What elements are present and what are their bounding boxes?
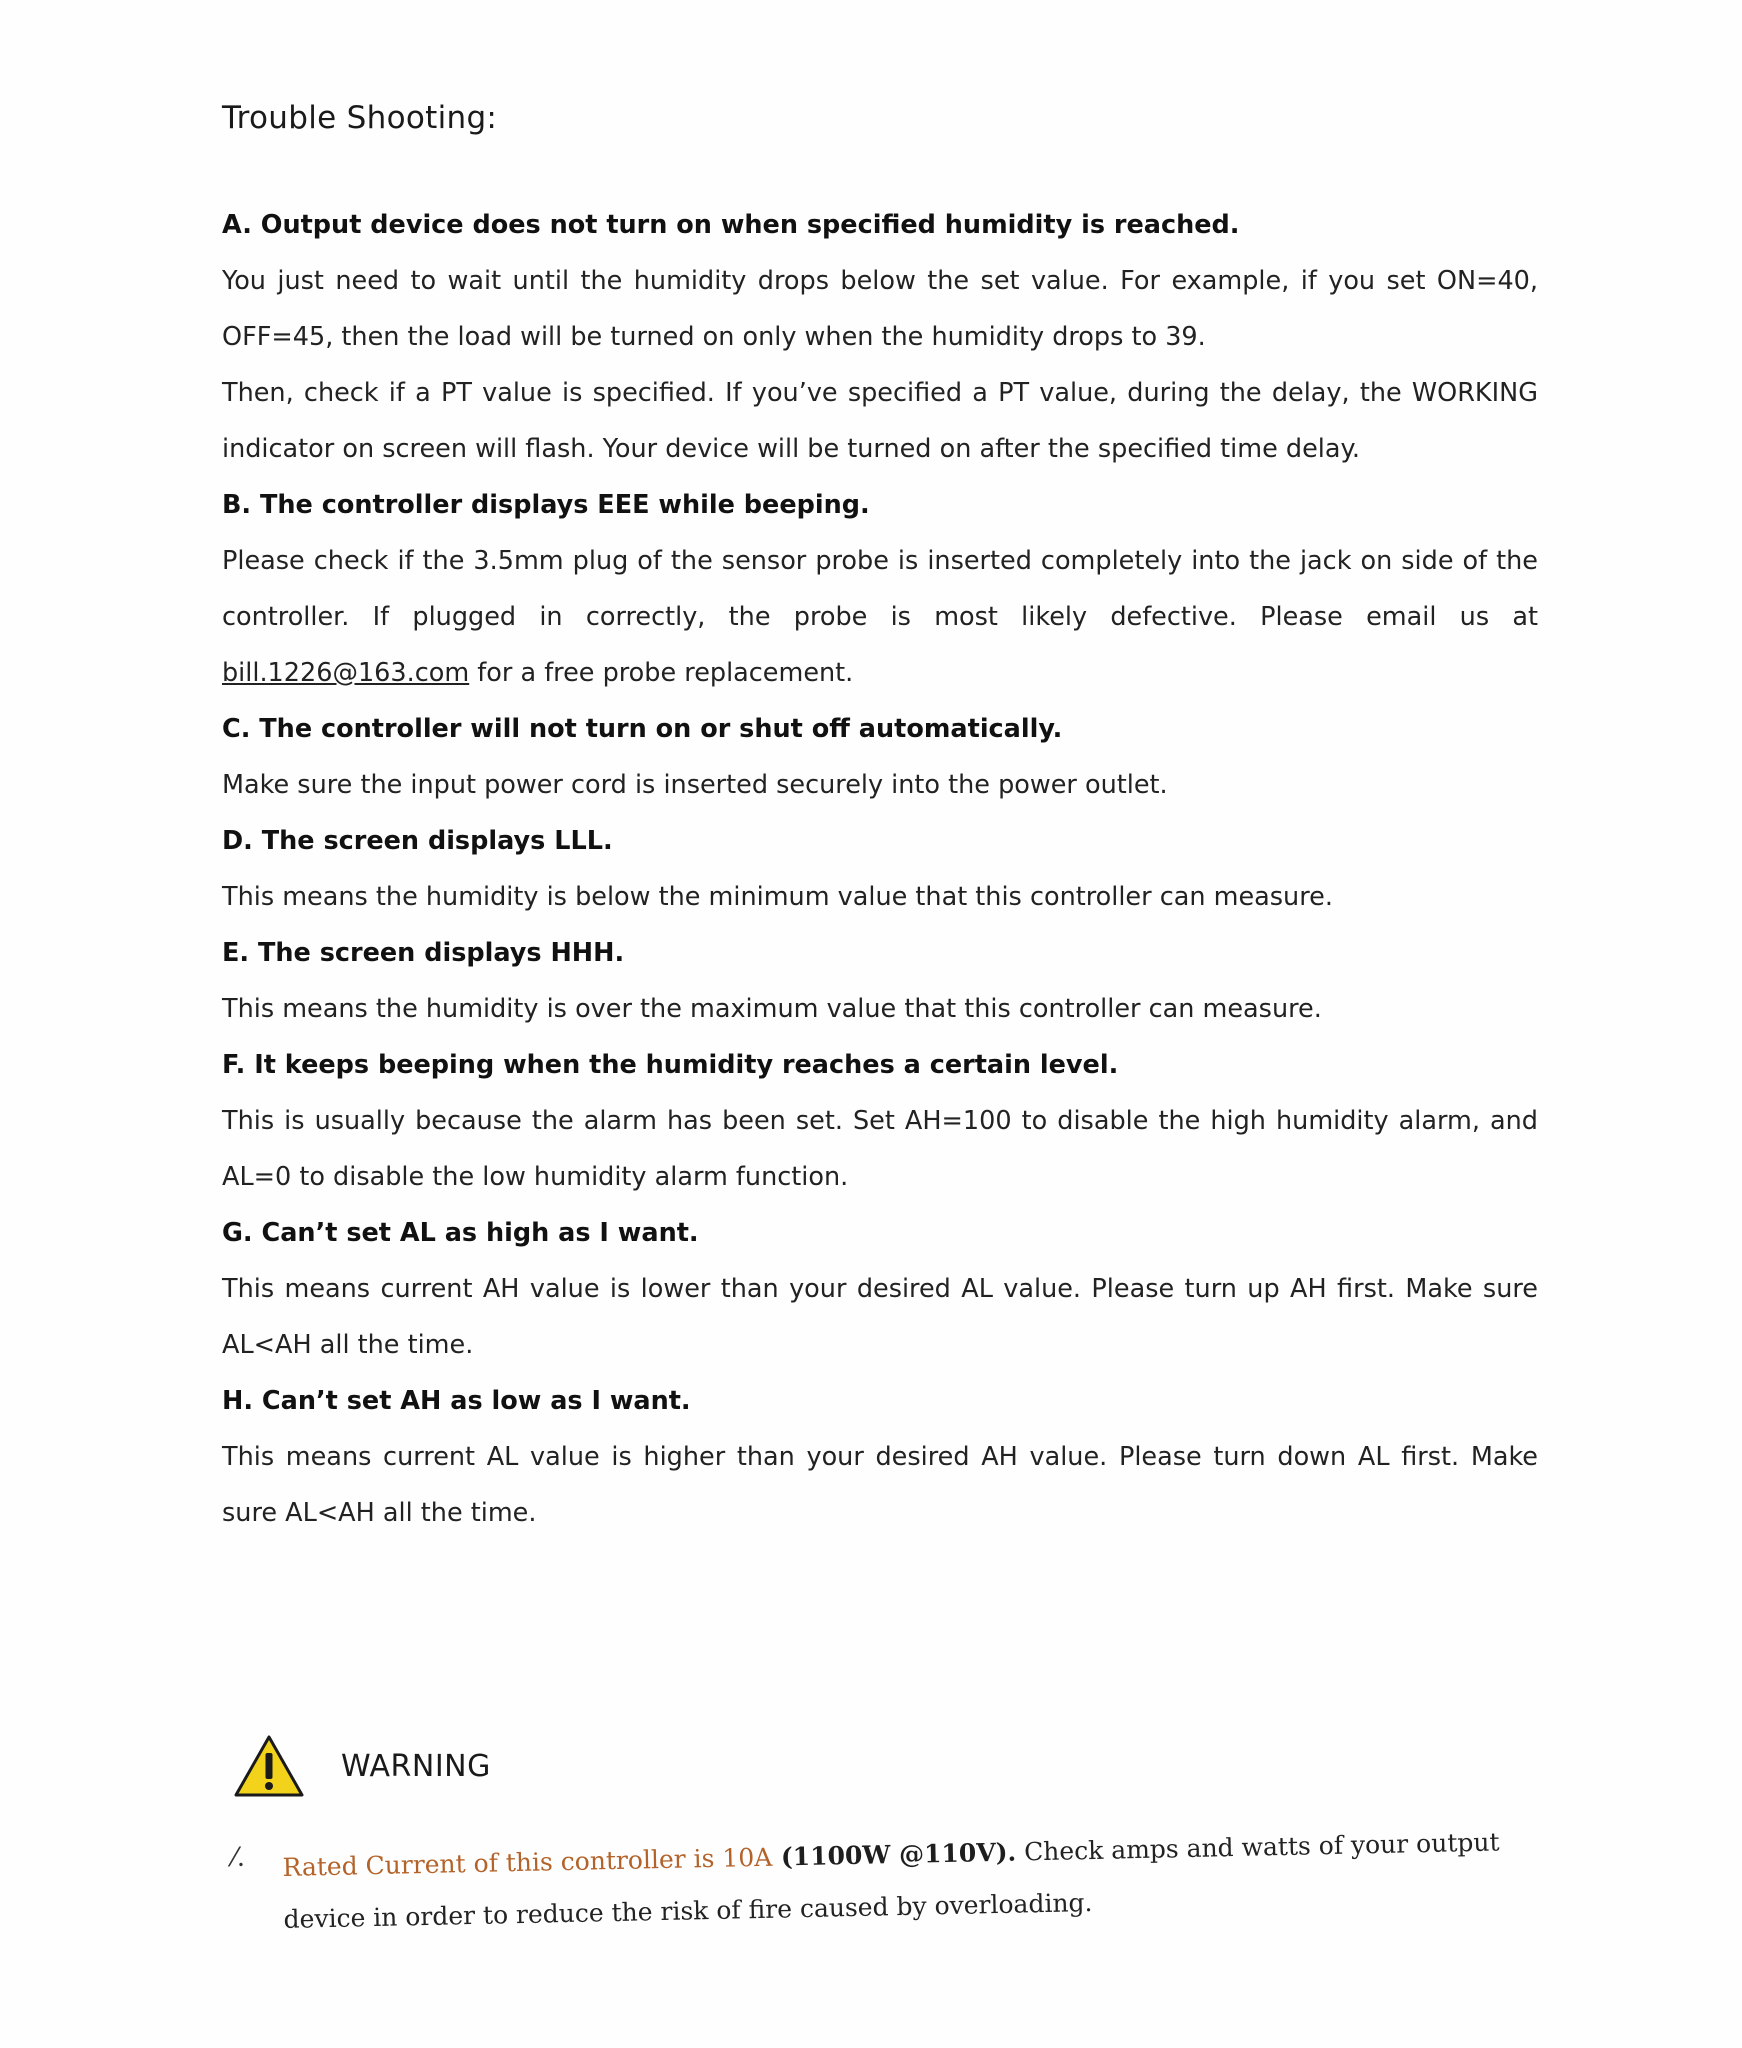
section-heading: D. The screen displays LLL. — [222, 826, 613, 856]
note-bullet: ⁄. — [232, 1842, 246, 1873]
section-b — [222, 477, 1538, 701]
section-heading: E. The screen displays HHH. — [222, 938, 625, 968]
paragraph-text: for a free probe replacement. — [469, 658, 854, 688]
section-paragraph: This means current AH value is lower than your desired AL value. Please turn up AH first. Make sure AL<AH all the time. — [222, 1274, 1538, 1360]
section-paragraph: Make sure the input power cord is inserted securely into the power outlet. — [222, 770, 1168, 800]
warning-note — [232, 1816, 1534, 1947]
section-heading: H. Can’t set AH as low as I want. — [222, 1386, 691, 1416]
warning-header — [233, 1733, 491, 1799]
troubleshooting-list — [222, 197, 1538, 1541]
overload-advice-text: Check amps and watts of your output device in order to reduce the risk of fire caused by overloading. — [283, 1827, 1500, 1934]
page-title: Trouble Shooting: — [222, 100, 498, 136]
section-heading: B. The controller displays EEE while beeping. — [222, 490, 870, 520]
section-heading: G. Can’t set AL as high as I want. — [222, 1218, 699, 1248]
section-c — [222, 701, 1538, 813]
section-paragraph: This means current AL value is higher than your desired AH value. Please turn down AL first. Make sure AL<AH all the time. — [222, 1442, 1538, 1528]
section-g — [222, 1205, 1538, 1373]
section-heading: F. It keeps beeping when the humidity reaches a certain level. — [222, 1050, 1119, 1080]
warning-text — [282, 1816, 1534, 1946]
section-a — [222, 197, 1538, 477]
section-paragraph: You just need to wait until the humidity drops below the set value. For example, if you set ON=40, OFF=45, then the load will be turned on only when the humidity drops to 39. — [222, 266, 1538, 352]
power-rating-text: (1100W @110V). — [771, 1837, 1017, 1872]
section-paragraph: This is usually because the alarm has been set. Set AH=100 to disable the high humidity alarm, and AL=0 to disable the low humidity alarm function. — [222, 1106, 1538, 1192]
section-h — [222, 1373, 1538, 1541]
section-heading: C. The controller will not turn on or shut off automatically. — [222, 714, 1063, 744]
support-email-link[interactable]: bill.1226@163.com — [222, 658, 470, 688]
section-e — [222, 925, 1538, 1037]
section-f — [222, 1037, 1538, 1205]
section-paragraph — [222, 533, 1538, 701]
paragraph-text: Please check if the 3.5mm plug of the sensor probe is inserted completely into the jack on side of the controller. If plugged in correctly, the probe is most likely defective. Please email us at — [222, 546, 1538, 632]
section-d — [222, 813, 1538, 925]
section-paragraph: This means the humidity is below the minimum value that this controller can measure. — [222, 882, 1333, 912]
rated-current-text: Rated Current of this controller is 10A — [282, 1842, 773, 1882]
section-paragraph: Then, check if a PT value is specified. If you’ve specified a PT value, during the delay, the WORKING indicator on screen will flash. Your device will be turned on after the specified time delay. — [222, 378, 1538, 464]
section-heading: A. Output device does not turn on when specified humidity is reached. — [222, 210, 1240, 240]
warning-triangle-icon — [233, 1733, 305, 1799]
section-paragraph: This means the humidity is over the maximum value that this controller can measure. — [222, 994, 1322, 1024]
warning-label: WARNING — [341, 1748, 491, 1784]
